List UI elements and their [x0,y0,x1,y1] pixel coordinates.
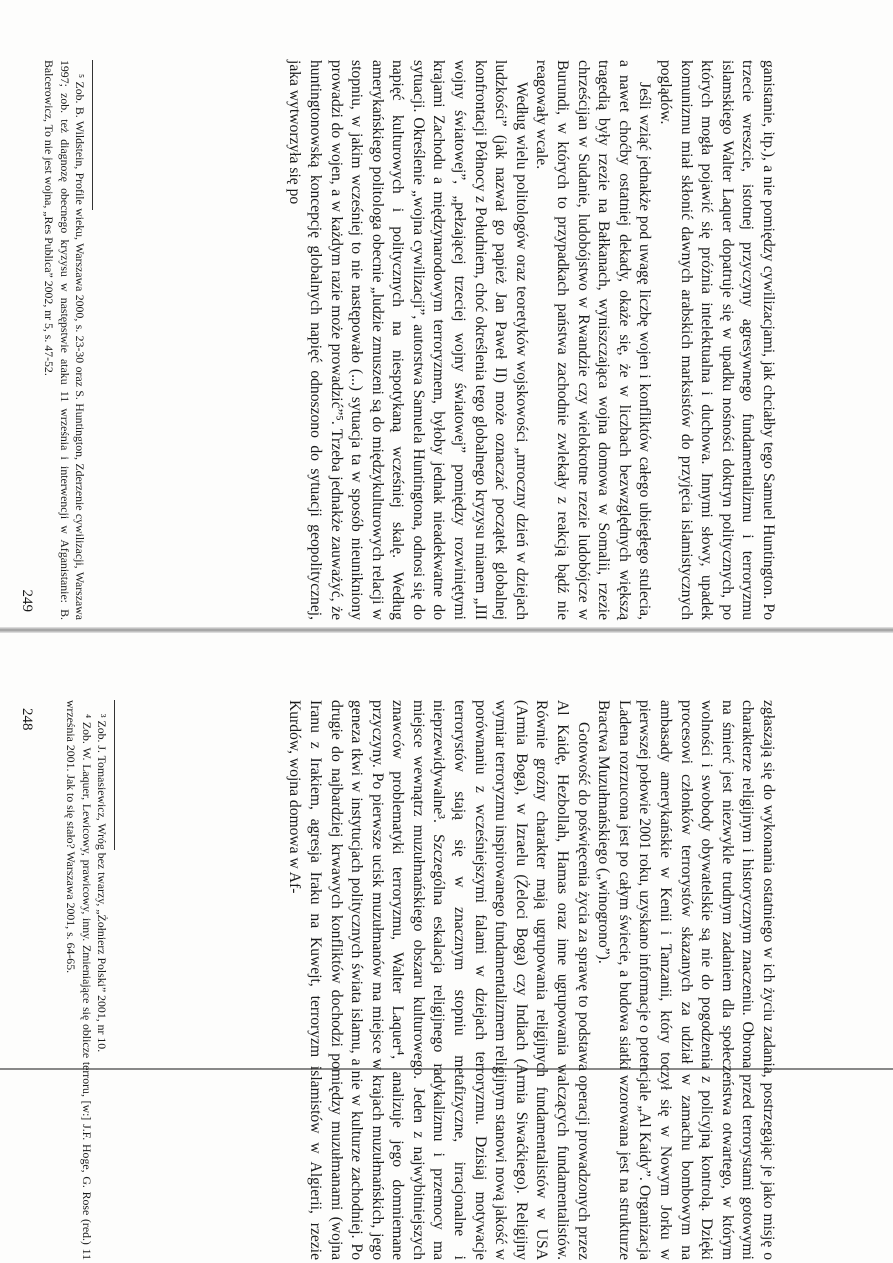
footnotes [41,60,87,620]
footnotes [63,700,109,1260]
page-248 [0,700,893,1260]
body-text [284,700,778,1260]
paragraph: zgłaszają się do wykonania ostatniego w ich życiu zadania, postrzegając je jako misję o charakterze religijnym i historycznym znaczeniu. Obrona przed terrorystami gotowymi na śmierć jest niezwykle trudnym zadaniem dla społeczeństwa otwartego, w którym wolności i swobody obywatelskie są nie do pogodzenia z policyjną kontrolą. Dzięki procesowi członków terrorystów skazanych za udział w zamachu bombowym na ambasady amerykańskie w Kenii i Tanzanii, który toczył się w Nowym Jorku w pierwszej połowie 2001 roku, uzyskano informacje o potencjale „Al Kaidy”. Organizacja Ladena rozrzucona jest po całym świecie, a budowa siatki wzorowana jest na strukturze Bractwa Muzułmańskiego („winogrono”). [595,700,777,1260]
footnote-rule [114,700,115,850]
page-number: 249 [19,589,35,612]
paragraph: Jeśli wziąć jednakże pod uwagę liczbę wojen i konfliktów całego ubiegłego stulecia, a nawet choćby ostatniej dekady, okaże się, że w liczbach bezwzględnych większą tragedią były rzezie na Bałkanach, wyniszczająca wojna domowa w Somalii, rzezie chrześcijan w Sudanie, ludobójstwo w Rwandzie czy wielokrotne rzezie ludobójcze w Burundi, w których to przypadkach państwa zachodnie zwlekały z reakcją bądź nie reagowały wcale. [533,60,654,620]
paragraph: ganistanie, itp.), a nie pomiędzy cywilizacjami, jak chciałby tego Samuel Huntington. Po trzecie wreszcie, istotnej przyczyny agresywnego fundamentalizmu i terroryzmu islamskiego Walter Laquer dopatruje się w upadku nośności doktryn politycznych, po których mogła pojawić się próżnia intelektualna i duchowa. Innymi słowy, upadek komunizmu miał skłonić dawnych arabskich marksistów do przyjęcia islamistycznych poglądów. [657,60,777,620]
page-249 [0,60,893,620]
page-number: 248 [19,708,35,731]
body-text [284,60,778,620]
footnote: ³ Zob. J. Tomasiewicz, Wróg bez twarzy, „Żołnierz Polski” 2001, nr 10. [95,714,109,1053]
footnote-rule [92,60,93,210]
paragraph: Gotowość do poświęcenia życia za sprawę to podstawa operacji prowadzonych przez Al Kaidę, Hezbollah, Hamas oraz inne ugrupowania walczących fundamentalistów. Równie groźny charakter mają ugrupowania religijnych fundamentalistów w USA (Armia Boga), w Izraelu (Żeloci Boga) czy Indiach (Armia Siwaćkiego). Religijny wymiar terroryzmu inspirowanego fundamentalizmem religijnym stanowi nową jakość w porównaniu z wcześniejszymi falami w dziejach terroryzmu. Dzisiaj motywacje terrorystów stają się w znacznym stopniu metafizyczne, irracjonalne i nieprzewidywalne³. Szczególna eskalacja religijnego radykalizmu i przemocy ma miejsce wewnątrz muzułmańskiego obszaru kulturowego. Jeden z najwybitniejszych znawców problematyki terroryzmu, Walter Laquer⁴, analizuje jego domniemane przyczyny. Po pierwsze ucisk muzułmanów ma miejsce w krajach muzułmańskich, jego geneza tkwi w instytucjach politycznych świata islamu, a nie w kulturze zachodniej. Po drugie do najbardziej krwawych konfliktów dochodzi pomiędzy muzułmanami (wojna Iranu z Irakiem, agresja Iraku na Kuwejt, terroryzm islamistów w Algierii, rzezie Kurdów, wojna domowa w Af- [286,700,592,1260]
book-gutter [0,627,893,633]
footnote: ⁴ Zob. W. Laquer, Lewicowy, prawicowy, inny. Zmieniające się oblicze terroru, [w:] J.F. Hoge, G. Rose (red.) 11 września 2001. Jak to się stało? Warszawa 2001, s. 64-65. [64,700,94,1260]
paragraph: Według wielu politologów oraz teoretyków wojskowości „mroczny dzień w dziejach ludzkości” (jak nazwał go papież Jan Paweł II) może oznaczać początek globalnej konfrontacji Północy z Południem, choć określenia tego globalnego kryzysu mianem „III wojny światowej”, „pełzającej trzeciej wojny światowej” pomiędzy rozwiniętymi krajami Zachodu a międzynarodowym terroryzmem, byłoby jednak nieadekwatne do sytuacji. Określenie „wojna cywilizacji”, autorstwa Samuela Huntingtona, odnosi się do napięć kulturowych i politycznych na niespotykaną wcześniej skalę. Według amerykańskiego politologa obecnie „ludzie zmuszeni są do międzykulturowych relacji w stopniu, w jakim wcześniej to nie następowało (...) sytuacja ta w sposób nieunikniony prowadzi do wojen, a w każdym razie może prowadzić”⁵. Trzeba jednakże zauważyć, że huntingtonowską koncepcję globalnych napięć odnoszono do sytuacji geopolitycznej, jaka wytworzyła się po [286,60,530,620]
footnote: ⁵ Zob. B. Wildstein, Profile wieku, Warszawa 2000, s. 23-30 oraz S. Huntington, Zderzenie cywilizacji, Warszawa 1997; zob. też diagnozę obecnego kryzysu w następstwie ataku 11 września i interwencji w Afganistanie: B. Balcerowicz, To nie jest wojna, „Res Publica” 2002, nr 5, s. 47-52. [42,60,87,620]
